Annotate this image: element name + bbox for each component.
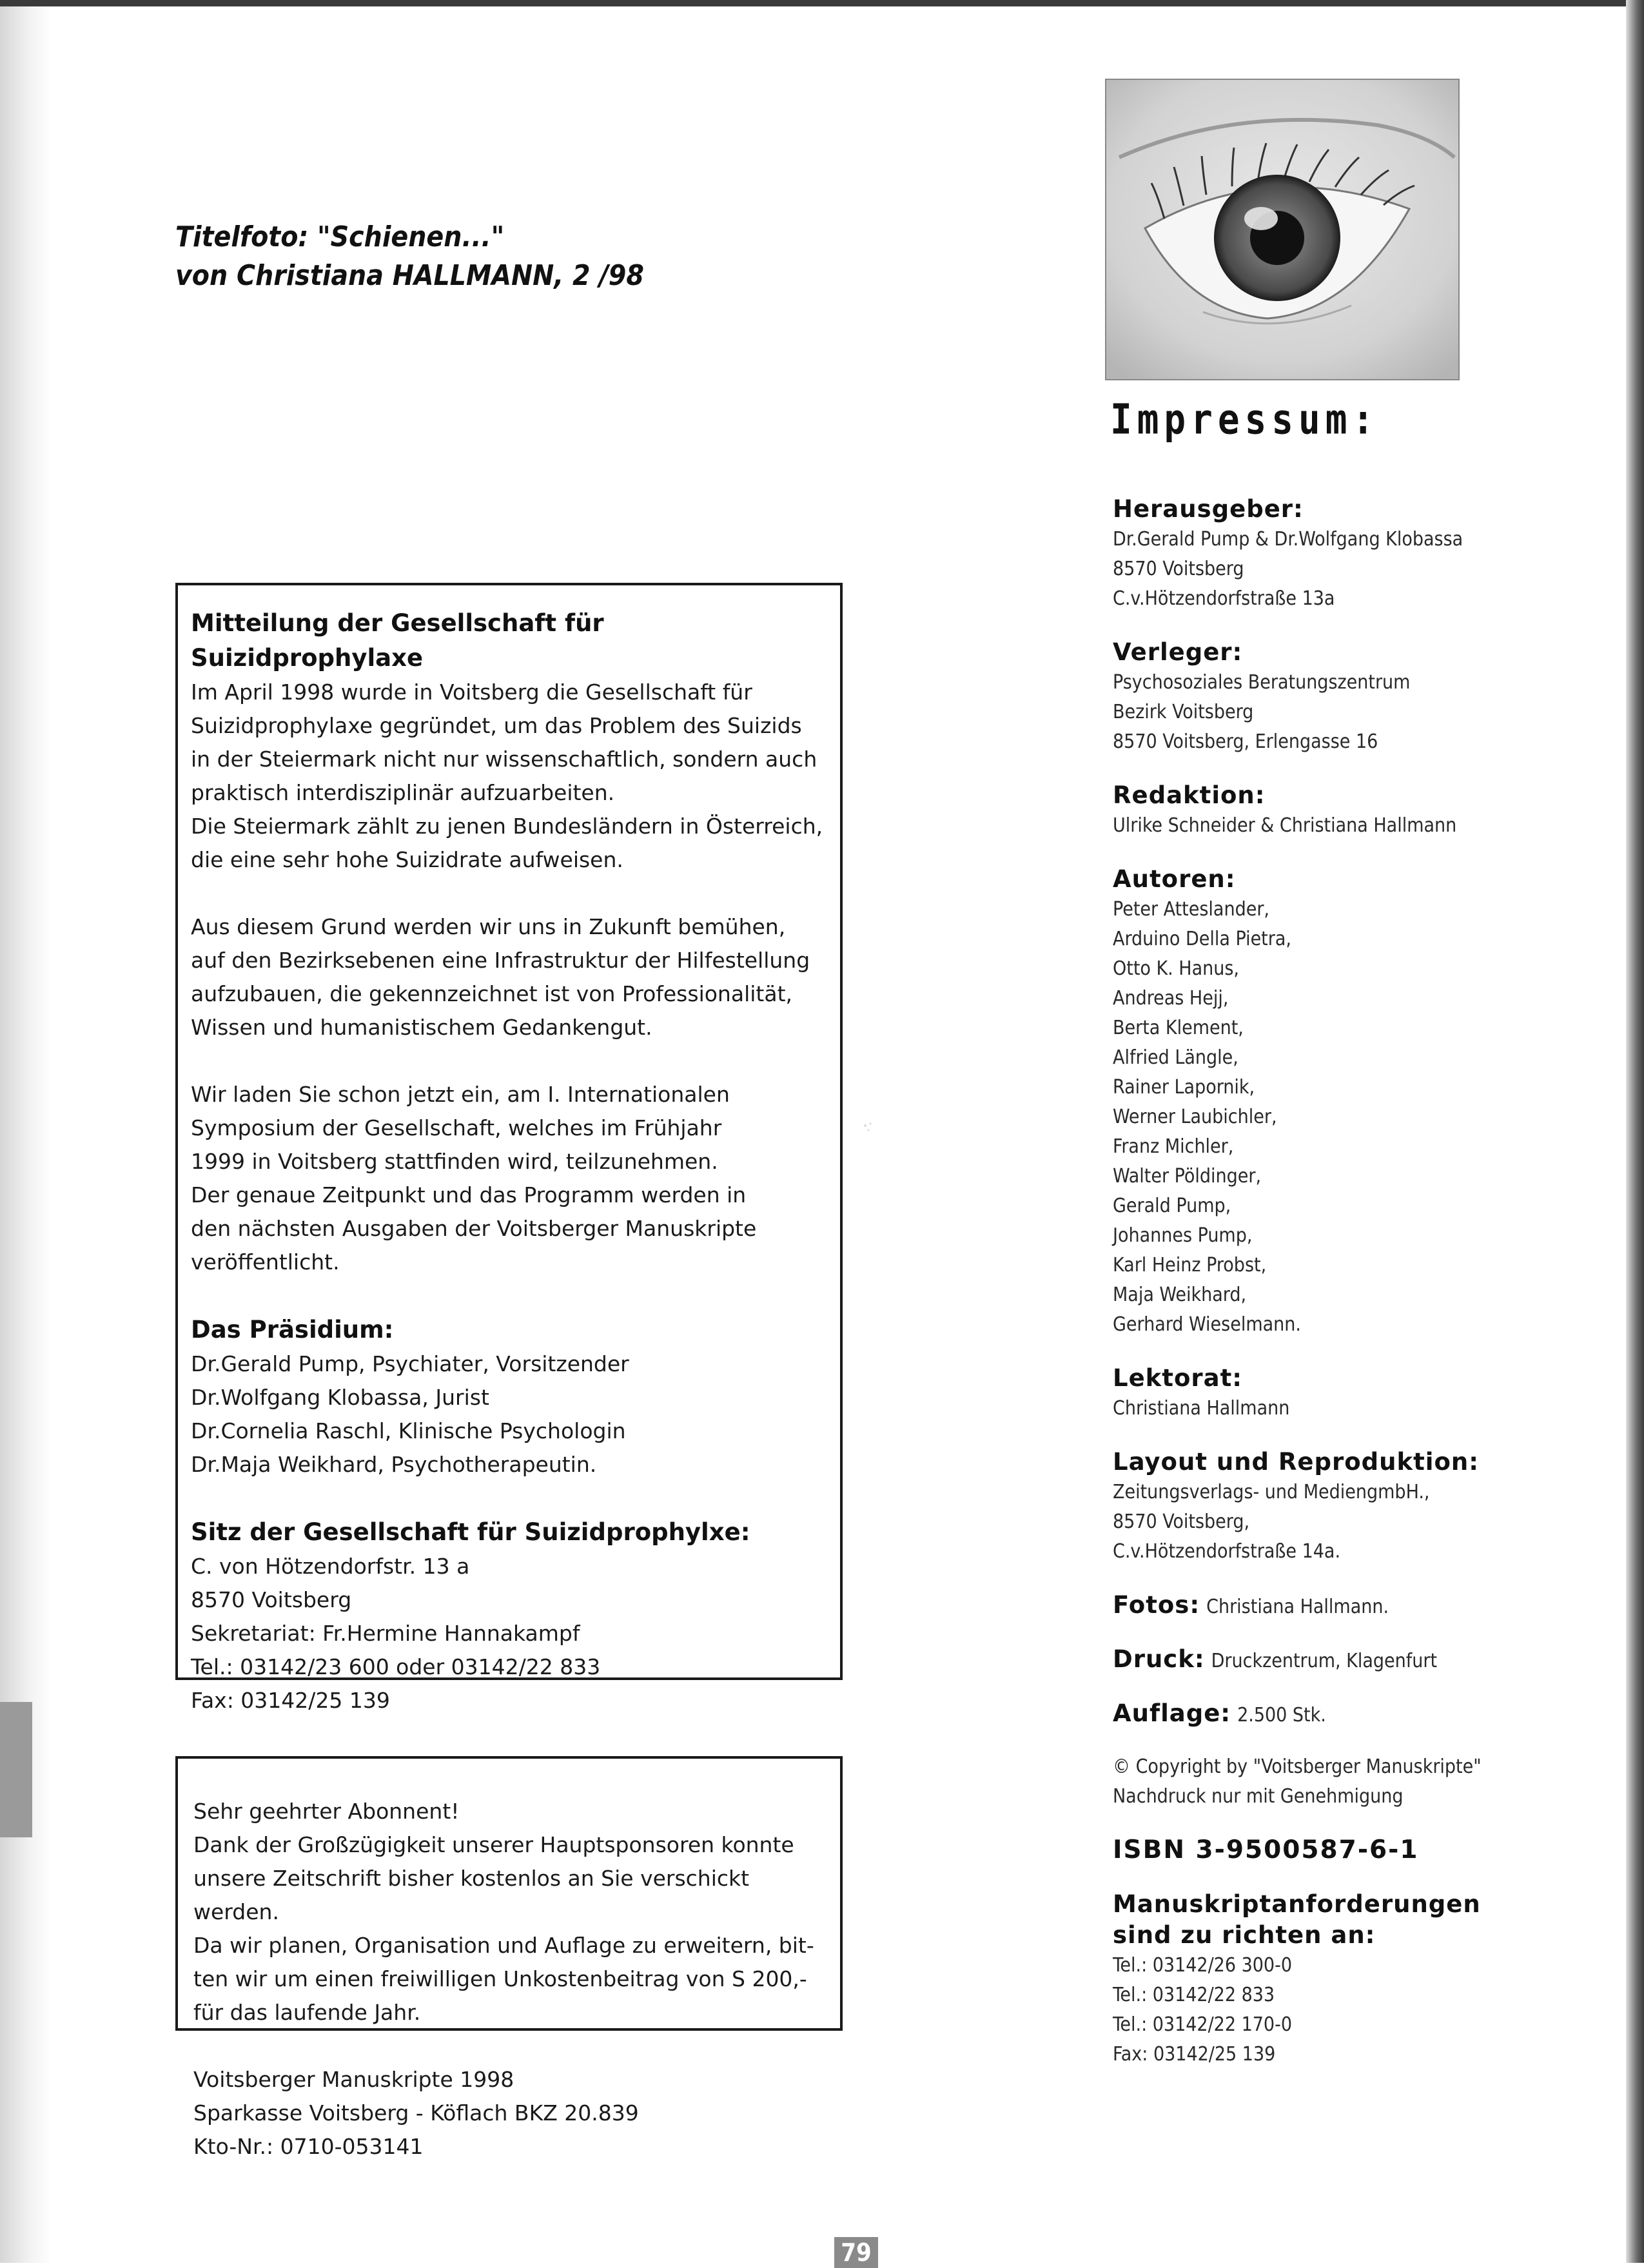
autor-item: Gerhard Wieselmann. (1113, 1313, 1301, 1336)
mitteilung-line: veröffentlicht. (191, 1249, 340, 1275)
sitz-line: Sekretariat: Fr.Hermine Hannakampf (191, 1621, 580, 1646)
manuskript-label: sind zu richten an: (1113, 1921, 1376, 1949)
redaktion-label: Redaktion: (1113, 781, 1266, 809)
sitz-line: Fax: 03142/25 139 (191, 1688, 390, 1713)
autor-item: Peter Atteslander, (1113, 898, 1269, 921)
verleger-label: Verleger: (1113, 638, 1243, 666)
autor-item: Gerald Pump, (1113, 1195, 1231, 1217)
lektorat-section (1113, 1363, 1525, 1423)
praesidium-line: Dr.Gerald Pump, Psychiater, Vorsitzender (191, 1351, 629, 1376)
manuskript-contact: Fax: 03142/25 139 (1113, 2043, 1276, 2066)
scan-edge-top (0, 0, 1644, 6)
mitteilung-line: Die Steiermark zählt zu jenen Bundesländern in Österreich, (191, 814, 823, 839)
autoren-label: Autoren: (1113, 865, 1236, 893)
mitteilung-line: Wir laden Sie schon jetzt ein, am I. Internationalen (191, 1082, 730, 1107)
copyright-section (1113, 1752, 1525, 1812)
mitteilung-line: den nächsten Ausgaben der Voitsberger Manuskripte (191, 1216, 757, 1241)
praesidium-line: Dr.Maja Weikhard, Psychotherapeutin. (191, 1452, 597, 1477)
sitz-line: 8570 Voitsberg (191, 1587, 352, 1612)
verleger-line: Psychosoziales Beratungszentrum (1113, 671, 1411, 694)
herausgeber-line: C.v.Hötzendorfstraße 13a (1113, 587, 1335, 610)
scan-speck (861, 1120, 876, 1135)
copyright-line: Nachdruck nur mit Genehmigung (1113, 1785, 1404, 1808)
abonnent-line: ten wir um einen freiwilligen Unkostenbeitrag von S 200,- (193, 1966, 807, 1991)
druck-label: Druck: (1113, 1645, 1205, 1673)
abonnent-box (175, 1756, 843, 2159)
eye-photo (1105, 79, 1460, 380)
mitteilung-box (175, 583, 843, 1713)
druck-value: Druckzentrum, Klagenfurt (1211, 1650, 1438, 1672)
cover-photo-author: von Christiana HALLMANN, 2 /98 (175, 259, 644, 292)
mitteilung-line: auf den Bezirksebenen eine Infrastruktur der Hilfestellung (191, 948, 810, 973)
layout-line: 8570 Voitsberg, (1113, 1510, 1250, 1533)
scan-edge-right (1626, 0, 1644, 2263)
layout-section (1113, 1447, 1525, 1567)
herausgeber-section (1113, 494, 1525, 614)
herausgeber-label: Herausgeber: (1113, 495, 1304, 523)
layout-line: Zeitungsverlags- und MediengmbH., (1113, 1481, 1430, 1503)
mitteilung-line: Der genaue Zeitpunkt und das Programm werden in (191, 1182, 747, 1207)
mitteilung-line: Wissen und humanistischem Gedankengut. (191, 1015, 652, 1040)
isbn-section (1113, 1835, 1525, 1866)
abonnent-line: Dank der Großzügigkeit unserer Hauptsponsoren konnte (193, 1832, 794, 1857)
layout-label: Layout und Reproduktion: (1113, 1448, 1479, 1476)
autoren-section (1113, 864, 1525, 1340)
auflage-section (1113, 1698, 1525, 1729)
praesidium-line: Dr.Wolfgang Klobassa, Jurist (191, 1385, 489, 1410)
manuskript-contact: Tel.: 03142/22 833 (1113, 1984, 1275, 2006)
autor-item: Otto K. Hanus, (1113, 957, 1239, 980)
autor-item: Berta Klement, (1113, 1017, 1244, 1039)
autor-item: Franz Michler, (1113, 1135, 1234, 1158)
impressum-heading: Impressum: (1110, 396, 1380, 444)
cover-photo-title: Titelfoto: "Schienen..." (175, 220, 505, 253)
autor-item: Arduino Della Pietra, (1113, 928, 1291, 950)
bank-line: Kto-Nr.: 0710-053141 (193, 2134, 424, 2159)
fotos-section (1113, 1590, 1525, 1621)
manuskript-contact: Tel.: 03142/22 170-0 (1113, 2013, 1292, 2036)
abonnent-line: unsere Zeitschrift bisher kostenlos an Sie verschickt werden. (193, 1866, 750, 1924)
autor-item: Werner Laubichler, (1113, 1106, 1277, 1128)
abonnent-line: Sehr geehrter Abonnent! (193, 1799, 460, 1824)
bank-line: Voitsberger Manuskripte 1998 (193, 2067, 514, 2092)
druck-section (1113, 1644, 1525, 1675)
autor-item: Walter Pöldinger, (1113, 1165, 1262, 1188)
eye-icon (1106, 80, 1458, 379)
praesidium-line: Dr.Cornelia Raschl, Klinische Psychologin (191, 1418, 626, 1443)
verleger-line: Bezirk Voitsberg (1113, 701, 1254, 723)
lektorat-label: Lektorat: (1113, 1364, 1243, 1392)
mitteilung-line: Symposium der Gesellschaft, welches im Frühjahr (191, 1115, 722, 1140)
sitz-line: C. von Hötzendorfstr. 13 a (191, 1554, 470, 1579)
mitteilung-line: in der Steiermark nicht nur wissenschaftlich, sondern auch (191, 747, 817, 772)
isbn-number: ISBN 3-9500587-6-1 (1113, 1835, 1419, 1864)
impressum-column (1113, 494, 1525, 2093)
page-number: 79 (834, 2237, 878, 2268)
autor-item: Andreas Hejj, (1113, 987, 1229, 1010)
copyright-line: © Copyright by "Voitsberger Manuskripte" (1113, 1755, 1482, 1778)
mitteilung-line: Suizidprophylaxe gegründet, um das Problem des Suizids (191, 713, 802, 738)
praesidium-heading: Das Präsidium: (191, 1316, 394, 1344)
herausgeber-line: 8570 Voitsberg (1113, 558, 1244, 580)
fotos-label: Fotos: (1113, 1591, 1200, 1619)
verleger-line: 8570 Voitsberg, Erlengasse 16 (1113, 730, 1378, 753)
autor-item: Maja Weikhard, (1113, 1284, 1247, 1306)
mitteilung-line: Im April 1998 wurde in Voitsberg die Gesellschaft für (191, 679, 752, 705)
mitteilung-line: Aus diesem Grund werden wir uns in Zukunft bemühen, (191, 914, 786, 939)
lektorat-line: Christiana Hallmann (1113, 1397, 1290, 1420)
verleger-section (1113, 637, 1525, 757)
bank-line: Sparkasse Voitsberg - Köflach BKZ 20.839 (193, 2100, 639, 2126)
autor-item: Karl Heinz Probst, (1113, 1254, 1267, 1276)
autor-item: Johannes Pump, (1113, 1224, 1253, 1247)
cover-photo-credit (175, 218, 644, 295)
abonnent-line: Da wir planen, Organisation und Auflage zu erweitern, bit- (193, 1933, 814, 1958)
herausgeber-line: Dr.Gerald Pump & Dr.Wolfgang Klobassa (1113, 528, 1463, 551)
mitteilung-heading: Mitteilung der Gesellschaft für Suizidprophylaxe (191, 609, 604, 672)
redaktion-section (1113, 780, 1525, 841)
auflage-label: Auflage: (1113, 1699, 1231, 1727)
mitteilung-line: 1999 in Voitsberg stattfinden wird, teilzunehmen. (191, 1149, 718, 1174)
mitteilung-line: aufzubauen, die gekennzeichnet ist von Professionalität, (191, 981, 792, 1006)
abonnent-line: für das laufende Jahr. (193, 2000, 421, 2025)
manuskript-label: Manuskriptanforderungen (1113, 1890, 1481, 1918)
sitz-heading: Sitz der Gesellschaft für Suizidprophylxe: (191, 1518, 750, 1546)
autor-item: Rainer Lapornik, (1113, 1076, 1255, 1099)
layout-line: C.v.Hötzendorfstraße 14a. (1113, 1540, 1341, 1563)
redaktion-line: Ulrike Schneider & Christiana Hallmann (1113, 814, 1457, 837)
scan-edge-mark (0, 1702, 32, 1837)
mitteilung-line: praktisch interdisziplinär aufzuarbeiten. (191, 780, 615, 805)
scan-edge-left (0, 6, 52, 2263)
mitteilung-line: die eine sehr hohe Suizidrate aufweisen. (191, 847, 623, 872)
autor-item: Alfried Längle, (1113, 1046, 1238, 1069)
manuskript-contact: Tel.: 03142/26 300-0 (1113, 1954, 1292, 1977)
fotos-value: Christiana Hallmann. (1206, 1596, 1389, 1618)
auflage-value: 2.500 Stk. (1237, 1704, 1326, 1726)
sitz-line: Tel.: 03142/23 600 oder 03142/22 833 (191, 1654, 601, 1679)
manuskript-section (1113, 1889, 1525, 2069)
